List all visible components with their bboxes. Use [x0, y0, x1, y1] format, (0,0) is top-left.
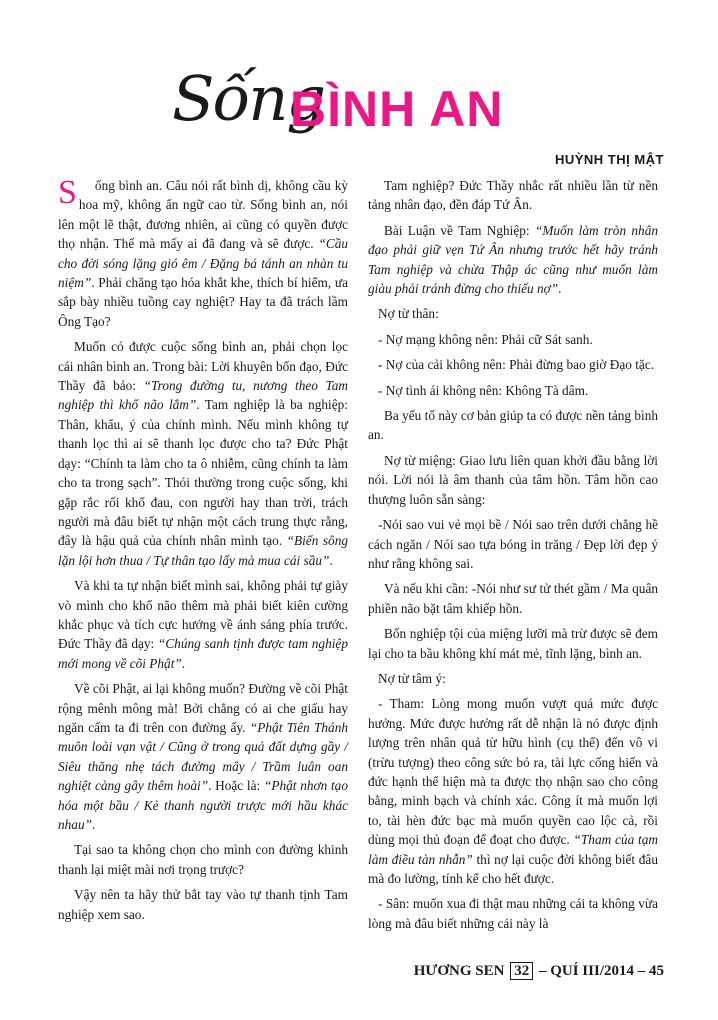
- quote: “Phật Tiên Thánh muôn loài vạn vật / Cũng ở trong quả đất dựng gầy / Siêu thăng nhẹ tách đường mây / Trầm luân oan nghiệt càng gây thêm hoài”: [58, 719, 348, 794]
- paragraph: [58, 679, 348, 834]
- paragraph: Nợ từ tâm ý:: [378, 670, 446, 686]
- quote: “Phật nhơn tạo hóa một bầu / Kẻ thanh người trược mới hầu khác nhau”: [58, 778, 348, 832]
- left-column: [58, 176, 348, 930]
- title-script: Sống: [172, 62, 325, 135]
- paragraph: [368, 694, 658, 888]
- text: . Hoặc là:: [208, 778, 264, 794]
- paragraph: [58, 337, 348, 570]
- issue-number: 32: [510, 962, 533, 980]
- paragraph: [368, 221, 658, 299]
- paragraph: Bốn nghiệp tội của miệng lưỡi mà trừ được sẽ đem lại cho ta bầu không khí mát mẻ, tĩnh lặng, bình an.: [368, 626, 658, 661]
- author-name: HUỲNH THỊ MẬT: [554, 152, 664, 167]
- paragraph: Tam nghiệp? Đức Thầy nhắc rất nhiều lần từ nền tảng nhân đạo, đền đáp Tứ Ân.: [368, 178, 658, 213]
- issue-info: – QUÍ III/2014 – 45: [538, 963, 664, 979]
- quote: “Muốn làm tròn nhân đạo phải giữ vẹn Tứ Ân nhưng trước hết hãy tránh Tam nghiệp và chừa Thập ác cũng như muốn làm giàu phải tránh đừng cho thiếu nợ”: [368, 222, 658, 297]
- paragraph: - Nợ mạng không nên: Phải cữ Sát sanh.: [378, 331, 593, 347]
- quote: “Biển sông lặn lội hơn thua / Tự thân tạo lấy mà mua cái sầu”: [58, 533, 348, 568]
- quote: “Cầu cho đời sóng lặng gió êm / Đặng bá tánh an nhàn tu niệm”: [58, 236, 348, 291]
- article-title: [172, 62, 592, 142]
- paragraph: [58, 176, 348, 331]
- paragraph: - Sân: muốn xua đi thật mau những cái ta không vừa lòng mà đâu biết những cái này là: [368, 896, 658, 931]
- paragraph: [58, 576, 348, 673]
- text: ống bình an. Câu nói rất bình dị, không cầu kỳ hoa mỹ, không ẩn ngữ cao từ. Sống bình an, nói lên một lẽ thật, đương nhiên, ai cũng có quyền được thọ nhận. Thế mà mấy ai đã đang và sẽ được.: [58, 178, 348, 252]
- paragraph: Nợ từ thân:: [378, 306, 439, 322]
- paragraph: Và nếu khi cần: -Nói như sư tử thét gầm / Ma quân phiền não bặt tâm khiếp hồn.: [368, 581, 658, 616]
- quote: “Tham của tạm làm điều tàn nhẫn”: [368, 832, 659, 867]
- quote: “Trong đường tu, nương theo Tam nghiệp thì khổ não lắm”: [58, 378, 348, 413]
- right-column: [368, 176, 658, 939]
- text: - Tham: Lòng mong muốn vượt quá mức được hưởng. Mức được hưởng rất dễ nhận là nó được định lượng trên nhân quả từ hữu hình (cụ thể) đến vô vi (trừu tượng) theo công sức bỏ ra, tài lực cống hiến và đức hạnh thể hiện mà ta được thọ nhận sao cho công bằng, minh bạch và chính xác. Công ít mà muốn lợi to, tài hèn đức bạc mà muốn quyền cao lộc cả, rồi dùng mọi thủ đoạn để đoạt cho được.: [368, 696, 658, 848]
- paragraph: - Nợ tình ái không nên: Không Tà dâm.: [378, 382, 589, 398]
- text: .: [329, 552, 333, 568]
- quote: “Chúng sanh tịnh được tam nghiệp mới mong về cõi Phật”: [58, 636, 348, 671]
- paragraph: -Nói sao vui vẻ mọi bề / Nói sao trên dưới chẳng hề cách ngăn / Nói sao tựa bóng in trăng / Đẹp lời đẹp ý như rằng không sai.: [368, 517, 658, 571]
- title-main: BÌNH AN: [290, 81, 504, 137]
- text: . Tam nghiệp là ba nghiệp: Thân, khẩu, ý của chính mình. Nếu mình không tự thanh lọc thì ai sẽ thanh lọc được cho ta? Đức Phật dạy: “Chính ta làm cho ta ô nhiễm, cũng chính ta làm cho ta trong sạch”. Thói thường trong cuộc sống, khi gặp rắc rối khổ đau, con người hay than trời, trách người mà đâu biết tự nhận một cách trung thực rằng, đây là hậu quả của chính nhân mình tạo.: [58, 397, 348, 549]
- text: Bài Luận về Tam Nghiệp:: [384, 222, 535, 238]
- text: Muốn có được cuộc sống bình an, phải chọn lọc cái nhân bình an. Trong bài: Lời khuyên bổn đạo, Đức Thầy đã bảo:: [58, 339, 348, 394]
- text: thì nợ lại cuộc đời không biết đâu mà đo lường, tính kể cho hết được.: [368, 851, 658, 886]
- page-footer: [414, 962, 664, 980]
- paragraph: Tại sao ta không chọn cho mình con đường khinh thanh lại miệt mài nơi trọng trược?: [58, 842, 348, 877]
- text: .: [92, 817, 96, 832]
- text: Và khi ta tự nhận biết mình sai, không phải tự giày vò mình cho khổ não thêm mà phải biết kiên cường khắc phục và tích cực hướng về ánh sáng phía trước. Đức Thầy đã dạy:: [58, 578, 348, 652]
- paragraph: Vậy nên ta hãy thử bắt tay vào tự thanh tịnh Tam nghiệp xem sao.: [58, 887, 348, 922]
- text: .: [181, 655, 186, 671]
- magazine-name: HƯƠNG SEN: [413, 963, 505, 979]
- drop-cap: S: [58, 174, 77, 211]
- text: .: [558, 281, 562, 297]
- text: Về cõi Phật, ai lại không muốn? Đường về cõi Phật rộng mênh mông mà! Bởi chẳng có ai che giấu hay ngăn cấm ta đi trên con đường ấy.: [58, 681, 348, 735]
- text: . Phải chăng tạo hóa khắt khe, thích bí hiểm, ưa sắp bày nhiều tuồng cay nghiệt? Hay ta đã trách lầm Ông Tạo?: [58, 275, 348, 329]
- paragraph: Ba yếu tố này cơ bản giúp ta có được nền tảng bình an.: [368, 408, 658, 443]
- paragraph: Nợ từ miệng: Giao lưu liên quan khởi đầu bằng lời nói. Lời nói là âm thanh của tâm hồn. Tâm hồn cao thượng luôn sẵn sàng:: [368, 452, 658, 507]
- paragraph: - Nợ của cải không nên: Phải đừng bao giờ Đạo tặc.: [378, 357, 655, 373]
